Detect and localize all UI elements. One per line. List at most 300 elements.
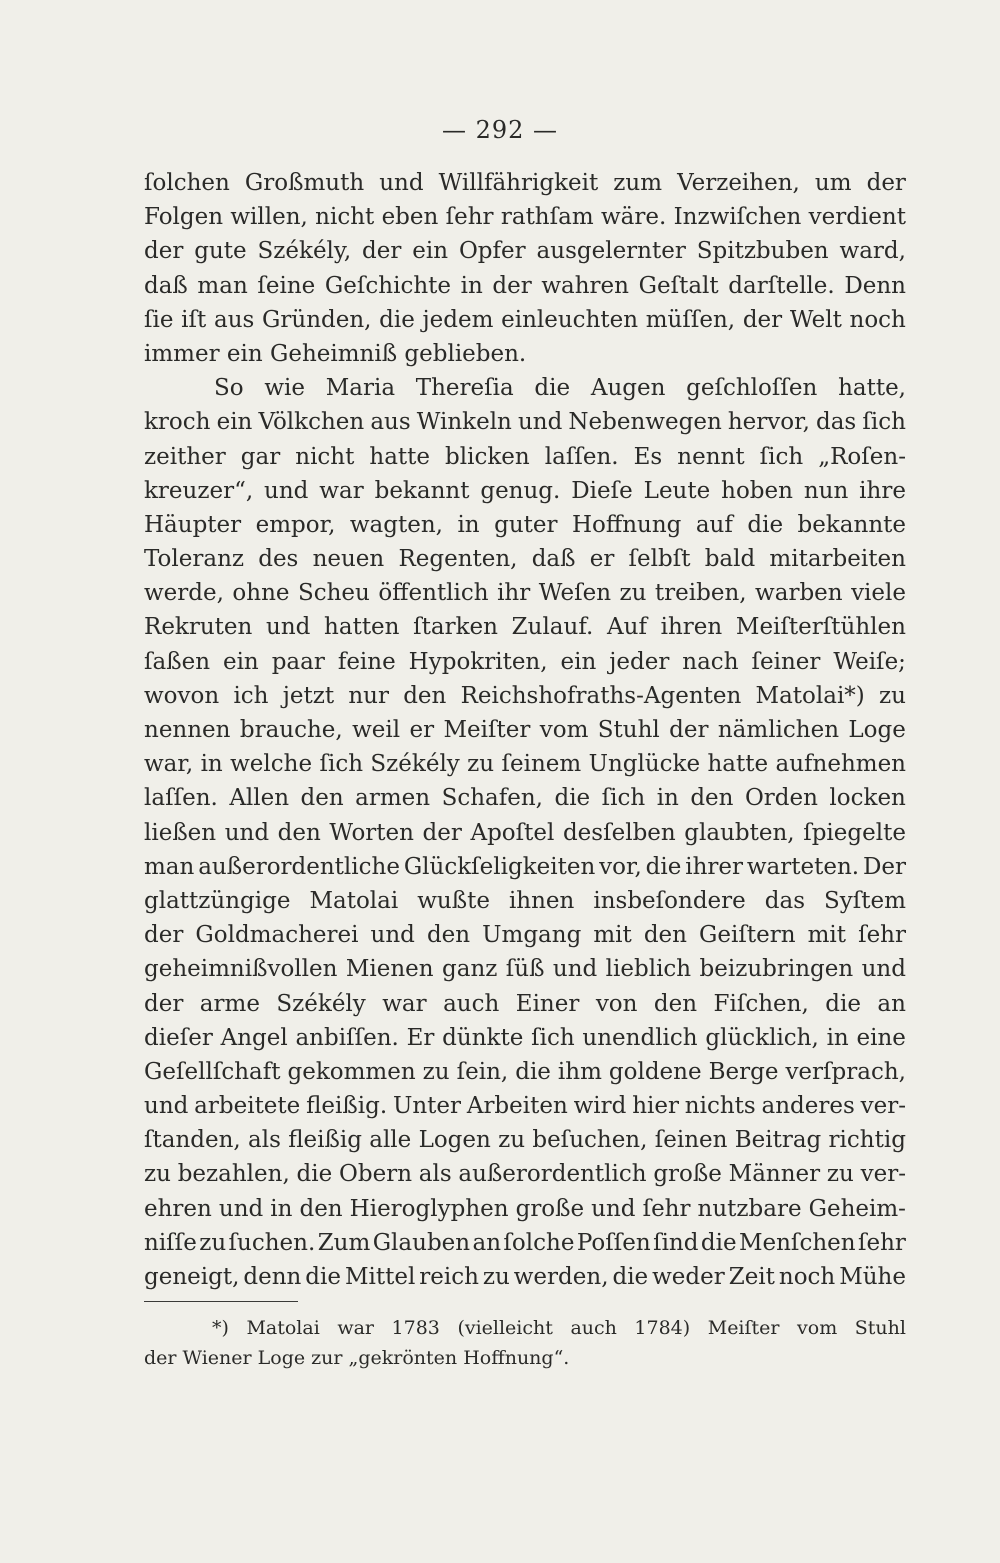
word: bekannte <box>797 511 906 538</box>
word: ſolche <box>503 1229 575 1256</box>
word: Schafen, <box>441 785 543 812</box>
word: Umgang <box>482 922 582 949</box>
word: Meiſter <box>707 1317 780 1339</box>
word: ſeiner <box>751 648 821 675</box>
text-line: immer ein Geheimniß geblieben. <box>144 340 527 367</box>
word: ſie <box>144 306 174 333</box>
word: Glückſeligkeiten <box>403 853 596 880</box>
text-line <box>144 371 906 405</box>
word: einleuchten <box>501 306 639 333</box>
word: den <box>299 1195 343 1222</box>
text-line <box>144 542 906 576</box>
word: zu <box>467 751 495 778</box>
word: Reichshofraths-Agenten <box>460 682 742 709</box>
word: Maria <box>325 375 396 402</box>
word: noch <box>778 1264 836 1290</box>
word: hoben <box>721 477 793 504</box>
word: Geſellſchaft <box>144 1058 281 1085</box>
word: nur <box>348 682 389 709</box>
word: die <box>825 990 861 1017</box>
word: als <box>248 1127 281 1154</box>
word: vom <box>539 717 589 743</box>
word: zeither <box>144 443 226 470</box>
text-line <box>144 405 906 439</box>
word: Männer <box>728 1161 821 1188</box>
text-line <box>144 918 906 952</box>
word: Hypokriten, <box>408 648 548 675</box>
word: aufnehmen <box>775 751 906 778</box>
word: Unglücke <box>588 751 701 778</box>
word: iſt <box>181 306 207 333</box>
word: ver- <box>860 1093 906 1120</box>
word: aus <box>213 306 255 333</box>
word: zu <box>144 1161 171 1188</box>
word: daß <box>531 546 576 573</box>
word: hervor, <box>727 409 810 436</box>
word: der <box>492 272 532 299</box>
word: genug. <box>480 477 561 504</box>
word: in <box>270 1195 293 1222</box>
text-line <box>144 269 906 303</box>
word: armen <box>355 785 431 812</box>
word: der <box>866 170 906 196</box>
word: Geſchichte <box>324 272 451 299</box>
word: er <box>409 717 435 743</box>
word: Meiſterſtühlen <box>735 614 906 641</box>
word: Folgen <box>144 204 224 231</box>
word: gute <box>194 238 247 265</box>
word: auf <box>695 511 733 538</box>
text-line <box>144 234 906 268</box>
word: Unter <box>392 1093 462 1120</box>
word: auch <box>443 990 500 1017</box>
word: ſehr <box>445 204 494 231</box>
word: beizubringen <box>699 956 854 983</box>
word: Thereſia <box>415 375 514 402</box>
word: und <box>144 1093 189 1120</box>
word: ihr <box>497 580 531 607</box>
text-line <box>144 1260 906 1294</box>
word: Inzwiſchen <box>673 204 802 231</box>
word: wagten, <box>349 511 443 538</box>
word: 1783 <box>391 1317 440 1339</box>
text-line <box>144 610 906 644</box>
word: die <box>379 306 415 333</box>
word: Regenten, <box>398 546 518 573</box>
word: der <box>422 819 462 846</box>
word: Einer <box>515 990 580 1017</box>
text-line <box>144 303 906 337</box>
word: Arbeiten <box>466 1093 568 1120</box>
text-line <box>144 166 906 200</box>
word: Welt <box>789 306 842 333</box>
text-line <box>144 713 906 747</box>
word: ausgelernter <box>536 238 686 265</box>
word: Orden <box>744 785 818 812</box>
word: nach <box>682 648 739 675</box>
word: Er <box>406 1024 435 1051</box>
word: den <box>653 990 698 1017</box>
text-line <box>144 816 906 850</box>
word: vor, <box>599 853 642 880</box>
text-line <box>144 508 906 542</box>
word: „Roſen- <box>818 443 906 470</box>
word: Zulauf. <box>511 614 594 641</box>
text-line <box>144 1123 906 1157</box>
word: fleißig. <box>306 1093 388 1120</box>
word: auch <box>570 1317 617 1339</box>
word: der <box>144 922 184 949</box>
word: und <box>266 614 311 641</box>
word: zu <box>199 1229 227 1256</box>
word: nämlichen <box>717 717 840 743</box>
word: Großmuth <box>244 170 365 196</box>
word: und <box>591 1195 636 1222</box>
word: welche <box>230 751 313 778</box>
word: verdient <box>808 204 906 231</box>
word: wird <box>573 1093 627 1120</box>
word: Matolai <box>246 1317 320 1339</box>
word: nennen <box>144 717 231 743</box>
word: Matolai*) <box>755 682 865 709</box>
word: laſſen. <box>544 443 619 470</box>
word: ſich <box>601 785 646 812</box>
word: feine <box>337 648 396 675</box>
text-line <box>144 440 906 474</box>
word: Stuhl <box>597 717 660 743</box>
word: Opfer <box>458 238 526 265</box>
word: glücklich, <box>705 1024 819 1051</box>
word: Gründen, <box>262 306 372 333</box>
word: desſelben <box>562 819 676 846</box>
word: kroch <box>144 409 211 436</box>
word: große <box>653 1161 722 1188</box>
word: wußte <box>417 887 490 914</box>
word: wie <box>264 375 305 402</box>
word: locken <box>829 785 906 812</box>
word: um <box>814 170 852 196</box>
text-line <box>144 781 906 815</box>
word: Poſſen <box>576 1229 651 1256</box>
word: beſuchen, <box>532 1127 648 1154</box>
word: neuen <box>312 546 385 573</box>
word: ſtanden, <box>144 1127 241 1154</box>
word: die <box>612 1264 649 1290</box>
word: Berge <box>708 1058 779 1085</box>
word: eben <box>381 204 439 231</box>
word: werden, <box>513 1264 609 1290</box>
text-line <box>144 1226 906 1260</box>
word: Logen <box>418 1127 491 1154</box>
word: öffentlich <box>378 580 489 607</box>
word: ganz <box>442 956 498 983</box>
word: Worten <box>329 819 414 846</box>
word: werde, <box>144 580 224 607</box>
word: Der <box>862 853 906 880</box>
word: Meiſter <box>443 717 531 743</box>
word: die <box>645 853 682 880</box>
word: nutzbare <box>697 1195 802 1222</box>
word: zu <box>879 682 906 709</box>
text-line <box>144 884 906 918</box>
word: Angel <box>220 1024 288 1051</box>
word: wahren <box>541 272 629 299</box>
word: den <box>426 922 471 949</box>
word: man <box>197 272 248 299</box>
word: der <box>362 238 402 265</box>
text-line <box>144 645 906 679</box>
word: hatte, <box>838 375 906 402</box>
word: zu <box>826 1161 854 1188</box>
word: und <box>264 477 309 504</box>
word: nun <box>803 477 849 504</box>
word: Nebenwegen <box>568 409 722 436</box>
word: Apoſtel <box>470 819 555 846</box>
word: Augen <box>590 375 666 402</box>
word: das <box>764 887 806 914</box>
word: anbiſſen. <box>295 1024 399 1051</box>
word: an <box>877 990 906 1017</box>
word: arbeitete <box>194 1093 301 1120</box>
text-line <box>144 1157 906 1191</box>
word: Fiſchen, <box>713 990 809 1017</box>
text-line <box>144 987 906 1021</box>
word: daß <box>144 272 188 299</box>
word: ohne <box>232 580 290 607</box>
word: zu <box>619 580 647 607</box>
word: denn <box>243 1264 302 1290</box>
word: jedem <box>422 306 494 333</box>
word: mit <box>807 922 847 949</box>
word: in <box>200 751 223 778</box>
word: ſind <box>653 1229 699 1256</box>
word: hatten <box>324 614 400 641</box>
word: und <box>861 956 906 983</box>
word: und <box>218 1195 264 1222</box>
word: warben <box>755 580 843 607</box>
word: der <box>742 306 783 333</box>
word: den <box>300 785 344 812</box>
word: die <box>747 511 784 538</box>
word: außerordentliche <box>198 853 400 880</box>
word: Mienen <box>345 956 434 983</box>
text-line <box>144 1055 906 1089</box>
text-line <box>144 679 906 713</box>
word: ein <box>216 409 253 436</box>
word: gekommen <box>287 1058 416 1085</box>
word: der <box>669 717 709 743</box>
word: gar <box>240 443 281 470</box>
word: weil <box>352 717 401 743</box>
word: große <box>515 1195 585 1222</box>
word: von <box>595 990 638 1017</box>
word: ſehr <box>858 922 906 949</box>
word: als <box>418 1161 452 1188</box>
word: Geheim- <box>808 1195 906 1222</box>
word: ſelbſt <box>628 546 691 573</box>
word: willen, <box>230 204 308 231</box>
word: ſuchen. <box>228 1229 316 1256</box>
text-line <box>144 576 906 610</box>
word: Glauben <box>372 1229 471 1256</box>
word: guter <box>494 511 558 538</box>
footnote-rule <box>144 1301 298 1302</box>
word: Székély <box>276 990 366 1017</box>
word: Willfährigkeit <box>438 170 599 196</box>
word: richtig <box>828 1127 906 1154</box>
word: (vielleicht <box>457 1317 553 1339</box>
word: verſprach, <box>785 1058 906 1085</box>
word: mitarbeiten <box>769 546 906 573</box>
word: aus <box>370 409 411 436</box>
word: viele <box>851 580 906 607</box>
word: Mittel <box>344 1264 416 1290</box>
word: Zeit <box>728 1264 775 1290</box>
word: ſeinem <box>501 751 582 778</box>
word: außerordentlich <box>458 1161 647 1188</box>
word: Goldmacherei <box>195 922 359 949</box>
word: dieſer <box>144 1024 213 1051</box>
word: Leute <box>643 477 711 504</box>
footnote-line: der Wiener Loge zur „gekrönten Hoffnung“. <box>144 1347 570 1369</box>
text-line <box>144 1021 906 1055</box>
word: reich <box>419 1264 479 1290</box>
word: glattzüngige <box>144 887 291 914</box>
word: ihrer <box>685 853 743 880</box>
word: ſpiegelte <box>803 819 906 846</box>
word: Stuhl <box>854 1317 906 1339</box>
word: die <box>554 785 591 812</box>
word: ihm <box>557 1058 602 1085</box>
text-line <box>144 1089 906 1123</box>
word: die <box>296 1161 333 1188</box>
word: jetzt <box>282 682 335 709</box>
word: und <box>552 956 598 983</box>
word: Häupter <box>144 511 242 538</box>
word: hatte <box>369 443 431 470</box>
word: Geiſtern <box>699 922 796 949</box>
word: alle <box>369 1127 412 1154</box>
word: empor, <box>255 511 336 538</box>
word: Hieroglyphen <box>349 1195 509 1222</box>
word: anderes <box>761 1093 855 1120</box>
word: rathſam <box>500 204 594 231</box>
word: Rekruten <box>144 614 253 641</box>
text-line <box>144 1192 906 1226</box>
text-line <box>144 200 906 234</box>
word: ſich <box>319 751 364 778</box>
word: Matolai <box>309 887 399 914</box>
word: Verzeihen, <box>677 170 800 196</box>
word: Beitrag <box>734 1127 822 1154</box>
word: brauche, <box>239 717 343 743</box>
word: geſchloſſen <box>686 375 818 402</box>
word: war <box>337 1317 375 1339</box>
word: in <box>460 272 483 299</box>
footnote-line <box>144 1313 906 1343</box>
word: wovon <box>144 682 220 709</box>
word: und <box>224 819 270 846</box>
word: der <box>144 990 184 1017</box>
word: vom <box>797 1317 838 1339</box>
word: Weiſe; <box>833 648 906 675</box>
word: ſüß <box>505 956 545 983</box>
word: er <box>589 546 615 573</box>
word: treiben, <box>654 580 747 607</box>
word: Winkeln <box>416 409 512 436</box>
word: ein <box>222 648 259 675</box>
word: hier <box>632 1093 679 1120</box>
word: den <box>277 819 321 846</box>
word: ein <box>560 648 597 675</box>
word: paar <box>271 648 325 675</box>
word: des <box>258 546 299 573</box>
word: zu <box>422 1058 450 1085</box>
word: weder <box>652 1264 725 1290</box>
word: Obern <box>339 1161 413 1188</box>
word: war, <box>144 751 194 778</box>
word: ſich <box>862 409 906 436</box>
text-line <box>144 747 906 781</box>
word: nennt <box>677 443 745 470</box>
word: die <box>515 1058 551 1085</box>
word: die <box>305 1264 341 1290</box>
word: ver- <box>860 1161 906 1188</box>
word: ließen <box>144 819 217 846</box>
word: Zum <box>317 1229 371 1256</box>
word: und <box>379 170 424 196</box>
word: wäre. <box>600 204 667 231</box>
word: lieblich <box>605 956 692 983</box>
word: in <box>826 1024 849 1051</box>
word: Auf <box>607 614 647 641</box>
word: die <box>534 375 571 402</box>
word: den <box>690 785 734 812</box>
word: warteten. <box>746 853 860 880</box>
word: ſehr <box>642 1195 691 1222</box>
word: nicht <box>295 443 355 470</box>
word: Loge <box>848 717 906 743</box>
word: ihren <box>660 614 723 641</box>
word: Scheu <box>297 580 370 607</box>
word: goldene <box>608 1058 702 1085</box>
word: bezahlen, <box>177 1161 290 1188</box>
word: insbeſondere <box>593 887 746 914</box>
word: ſein, <box>456 1058 509 1085</box>
word: war <box>382 990 427 1017</box>
word: darſtelle. <box>728 272 835 299</box>
word: ihre <box>859 477 906 504</box>
word: noch <box>849 306 906 333</box>
word: in <box>457 511 480 538</box>
word: ein <box>412 238 449 265</box>
word: ſolchen <box>144 170 230 196</box>
word: laſſen. <box>144 785 218 812</box>
word: zum <box>613 170 663 196</box>
word: müſſen, <box>645 306 736 333</box>
word: hatte <box>707 751 769 778</box>
word: glaubten, <box>684 819 795 846</box>
text-line <box>144 474 906 508</box>
word: ehren <box>144 1195 212 1222</box>
word: Hoffnung <box>571 511 682 538</box>
word: Syſtem <box>824 887 906 914</box>
word: den <box>403 682 447 709</box>
word: der <box>144 238 184 265</box>
word: Völkchen <box>258 409 365 436</box>
word: und <box>517 409 563 436</box>
word: fleißig <box>288 1127 362 1154</box>
